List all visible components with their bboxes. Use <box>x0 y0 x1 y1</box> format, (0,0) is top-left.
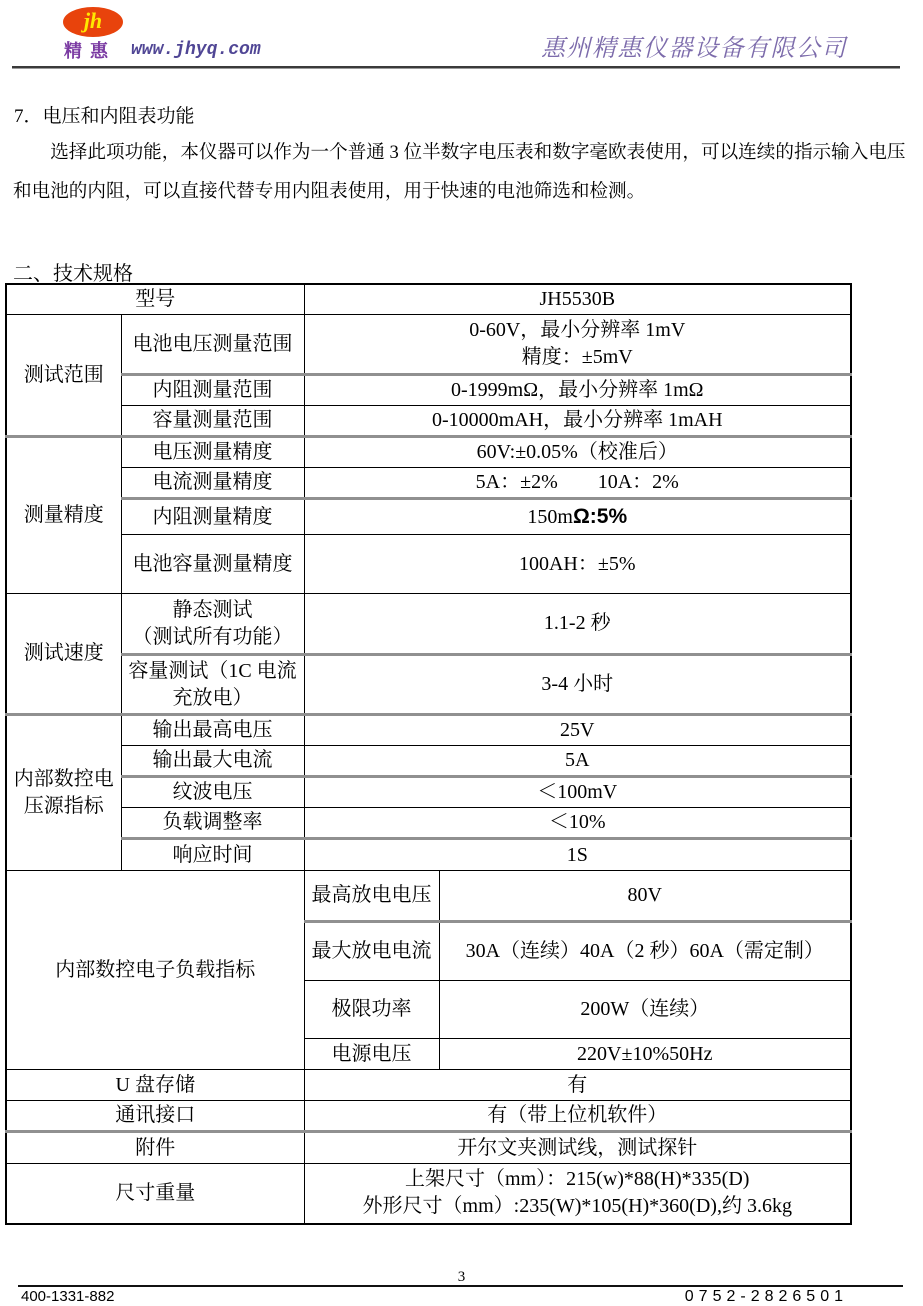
spec-row-label: 响应时间 <box>121 839 304 871</box>
spec-row-label: 最高放电电压 <box>304 871 439 922</box>
spec-value-part: 150m <box>527 505 573 528</box>
website-link[interactable]: www.jhyq.com <box>131 40 261 60</box>
spec-row-value <box>304 1164 851 1224</box>
spec-row-value: JH5530B <box>304 284 851 315</box>
spec-row-label: 负载调整率 <box>121 808 304 839</box>
spec-row-label: 极限功率 <box>304 981 439 1039</box>
spec-row-value: 200W（连续） <box>439 981 851 1039</box>
spec-group-title: 内部数控电子负载指标 <box>6 871 304 1070</box>
spec-row-label <box>121 594 304 655</box>
page-number: 3 <box>457 1269 466 1285</box>
spec-value-line: 0-60V，最小分辨率 1mV <box>469 319 686 341</box>
spec-row-value: 开尔文夹测试线，测试探针 <box>304 1132 851 1164</box>
footer-phone-right: 0752-2826501 <box>684 1288 848 1305</box>
footer-divider <box>18 1285 903 1287</box>
spec-row-value: 5A：±2% 10A：2% <box>304 468 851 499</box>
spec-value-line: 外形尺寸（mm）:235(W)*105(H)*360(D),约 3.6kg <box>362 1195 792 1218</box>
spec-row-label: U 盘存储 <box>6 1070 304 1101</box>
spec-label-line: 静态测试 <box>172 598 253 621</box>
spec-row-label: 容量测量范围 <box>121 406 304 437</box>
spec-row-value: 0-1999mΩ，最小分辨率 1mΩ <box>304 375 851 406</box>
spec-label-line: （测试所有功能） <box>132 625 293 648</box>
spec-row-value: 1S <box>304 839 851 871</box>
spec-row-value: ＜100mV <box>304 777 851 808</box>
spec-row-label: 最大放电电流 <box>304 922 439 981</box>
spec-row-label: 型号 <box>6 284 304 315</box>
spec-row-label: 容量测试（1C 电流充放电） <box>121 655 304 715</box>
section7-heading: 7．电压和内阻表功能 <box>14 106 195 127</box>
spec-row-label: 输出最大电流 <box>121 746 304 777</box>
spec-row-value <box>304 315 851 375</box>
logo-initials: jh <box>83 8 103 33</box>
spec-row-value: ＜10% <box>304 808 851 839</box>
spec-row-label: 通讯接口 <box>6 1101 304 1132</box>
spec-row-value <box>304 499 851 535</box>
spec-row-value: 5A <box>304 746 851 777</box>
spec-group-title: 测试速度 <box>6 594 121 715</box>
spec-row-value: 60V:±0.05%（校准后） <box>304 437 851 468</box>
spec-value-line: 上架尺寸（mm）：215(w)*88(H)*335(D) <box>405 1168 750 1191</box>
spec-row-label: 附件 <box>6 1132 304 1164</box>
spec-value-line: 精度：±5mV <box>521 346 633 368</box>
spec-row-value: 25V <box>304 715 851 746</box>
spec-row-value: 0-10000mAH，最小分辨率 1mAH <box>304 406 851 437</box>
spec-row-label: 电压测量精度 <box>121 437 304 468</box>
spec-value-part-bold: Ω:5% <box>572 504 628 528</box>
spec-group-title: 测量精度 <box>6 437 121 594</box>
company-logo-icon <box>63 7 123 37</box>
spec-row-label: 电池电压测量范围 <box>121 315 304 375</box>
spec-row-label: 输出最高电压 <box>121 715 304 746</box>
spec-group-title: 内部数控电压源指标 <box>6 715 121 871</box>
logo-name: 精惠 <box>64 41 116 61</box>
spec-row-value: 80V <box>439 871 851 922</box>
spec-row-label: 内阻测量范围 <box>121 375 304 406</box>
spec-row-label: 电池容量测量精度 <box>121 535 304 594</box>
spec-row-value: 30A（连续）40A（2 秒）60A（需定制） <box>439 922 851 981</box>
footer-phone-left: 400-1331-882 <box>21 1288 115 1305</box>
spec-row-label: 纹波电压 <box>121 777 304 808</box>
header-divider <box>12 66 900 68</box>
section7-paragraph: 选择此项功能，本仪器可以作为一个普通 3 位半数字电压表和数字毫欧表使用，可以连续的指示输入电压和电池的内阻，可以直接代替专用内阻表使用，用于快速的电池筛选和检测。 <box>13 142 906 202</box>
company-name: 惠州精惠仪器设备有限公司 <box>541 36 847 62</box>
spec-row-value: 有（带上位机软件） <box>304 1101 851 1132</box>
spec-row-value: 1.1-2 秒 <box>304 594 851 655</box>
spec-row-label: 电流测量精度 <box>121 468 304 499</box>
spec-group-title: 测试范围 <box>6 315 121 437</box>
spec-row-label: 内阻测量精度 <box>121 499 304 535</box>
spec-table <box>5 283 852 1225</box>
spec-row-value: 100AH：±5% <box>304 535 851 594</box>
section2-heading: 二、技术规格 <box>13 263 133 285</box>
spec-row-value: 有 <box>304 1070 851 1101</box>
spec-row-value: 3-4 小时 <box>304 655 851 715</box>
spec-row-label: 尺寸重量 <box>6 1164 304 1224</box>
spec-row-label: 电源电压 <box>304 1039 439 1070</box>
spec-row-value: 220V±10%50Hz <box>439 1039 851 1070</box>
